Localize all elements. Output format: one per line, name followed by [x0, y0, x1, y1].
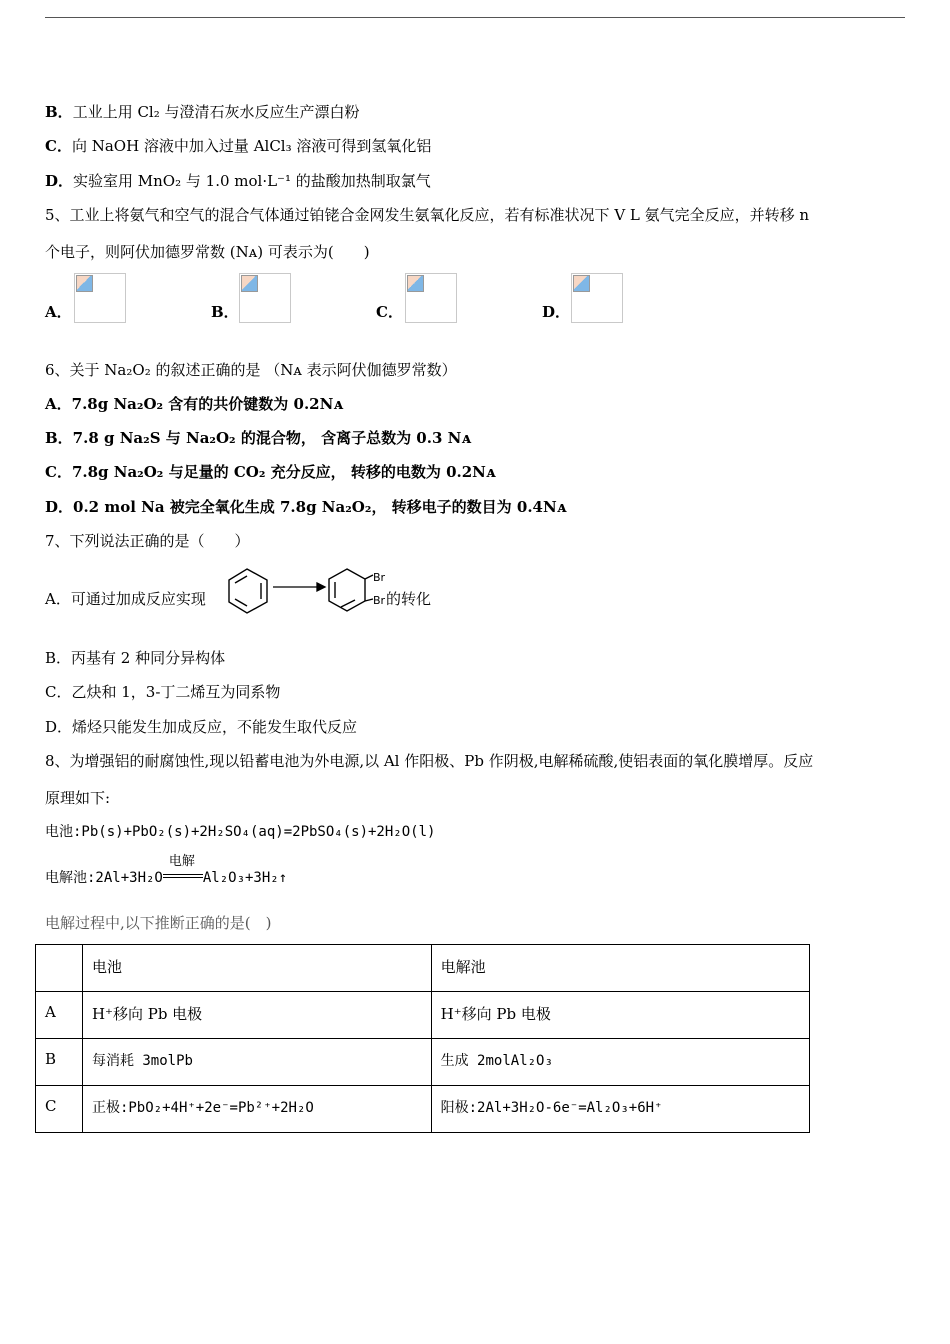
q4-option-b: B．工业上用 Cl₂ 与澄清石灰水反应生产漂白粉	[45, 103, 360, 121]
electrolysis-condition	[163, 854, 203, 888]
table-cell: 每消耗 3molPb	[82, 1039, 431, 1086]
q6-option-d: D．0.2 mol Na 被完全氧化生成 7.8g Na₂O₂， 转移电子的数目为 0.4Nᴀ	[45, 498, 567, 516]
top-rule	[45, 17, 905, 18]
table-cell: 电解池	[431, 945, 809, 992]
q8-stem-line1: 8、为增强铝的耐腐蚀性,现以铅蓄电池为外电源,以 Al 作阳极、Pb 作阴极,电解稀硫酸,使铝表面的氧化膜增厚。反应	[45, 752, 814, 770]
bromine-label-2: Br	[373, 594, 386, 607]
dibromocyclohexadiene-ring	[329, 569, 373, 611]
q5-option-a-label: A．	[45, 303, 72, 321]
q7-option-c: C．乙炔和 1，3-丁二烯互为同系物	[45, 683, 281, 701]
table-cell: A	[36, 992, 83, 1039]
electrolysis-label: 电解	[168, 854, 195, 869]
table-row	[36, 1086, 810, 1133]
q7-option-d: D．烯烃只能发生加成反应，不能发生取代反应	[45, 718, 358, 736]
q7-stem: 7、下列说法正确的是（ ）	[45, 532, 250, 550]
q8-options-table	[35, 944, 810, 1133]
table-cell: 电池	[82, 945, 431, 992]
q4-option-c: C．向 NaOH 溶液中加入过量 AlCl₃ 溶液可得到氢氧化铝	[45, 137, 432, 155]
table-cell	[36, 945, 83, 992]
q5-option-b-image	[239, 273, 291, 323]
q5-stem-line1: 5、工业上将氨气和空气的混合气体通过铂铑合金网发生氨氧化反应，若有标准状况下 V L 氨气完全反应，并转移 n	[45, 206, 810, 224]
table-row	[36, 1039, 810, 1086]
table-header-row	[36, 945, 810, 992]
broken-image-icon	[407, 275, 424, 292]
q7-option-b: B．丙基有 2 种同分异构体	[45, 649, 226, 667]
table-row	[36, 992, 810, 1039]
q6-option-a: A．7.8g Na₂O₂ 含有的共价键数为 0.2Nᴀ	[45, 395, 343, 413]
q7-option-a-prefix: A．可通过加成反应实现	[45, 590, 206, 608]
q7-option-a-suffix: 的转化	[386, 590, 432, 608]
q5-option-d-label: D．	[542, 303, 571, 321]
q6-option-b: B．7.8 g Na₂S 与 Na₂O₂ 的混合物， 含离子总数为 0.3 Nᴀ	[45, 429, 471, 447]
table-cell: H⁺移向 Pb 电极	[431, 992, 809, 1039]
q6-stem: 6、关于 Na₂O₂ 的叙述正确的是 （Nᴀ 表示阿伏伽德罗常数）	[45, 361, 457, 379]
q8-cell-equation	[45, 854, 288, 888]
bromine-label-1: Br	[373, 571, 386, 584]
table-cell: C	[36, 1086, 83, 1133]
table-cell: B	[36, 1039, 83, 1086]
q5-option-d-image	[571, 273, 623, 323]
reaction-arrow	[273, 583, 325, 591]
cell-equation-left: 电解池:2Al+3H₂O	[45, 870, 163, 886]
table-cell: 生成 2molAl₂O₃	[431, 1039, 809, 1086]
q5-option-b-label: B．	[211, 303, 239, 321]
table-cell: 正极:PbO₂+4H⁺+2e⁻=Pb²⁺+2H₂O	[82, 1086, 431, 1133]
q8-stem-line2: 原理如下:	[45, 789, 111, 807]
q6-option-c: C．7.8g Na₂O₂ 与足量的 CO₂ 充分反应， 转移的电数为 0.2Nᴀ	[45, 463, 496, 481]
broken-image-icon	[76, 275, 93, 292]
cell-equation-right: Al₂O₃+3H₂↑	[202, 870, 288, 886]
table-cell: H⁺移向 Pb 电极	[82, 992, 431, 1039]
q5-stem-line2: 个电子，则阿伏加德罗常数 (Nᴀ) 可表示为( )	[45, 243, 370, 261]
q5-option-c-image	[405, 273, 457, 323]
broken-image-icon	[573, 275, 590, 292]
broken-image-icon	[241, 275, 258, 292]
q4-option-d: D．实验室用 MnO₂ 与 1.0 mol·L⁻¹ 的盐酸加热制取氯气	[45, 172, 431, 190]
q5-option-a-image	[74, 273, 126, 323]
table-cell: 阳极:2Al+3H₂O-6e⁻=Al₂O₃+6H⁺	[431, 1086, 809, 1133]
q5-option-c-label: C．	[376, 303, 403, 321]
q8-battery-equation: 电池:Pb(s)+PbO₂(s)+2H₂SO₄(aq)=2PbSO₄(s)+2H₂O(l)	[45, 824, 436, 840]
benzene-ring	[229, 569, 267, 613]
q8-question: 电解过程中,以下推断正确的是( )	[45, 914, 272, 932]
